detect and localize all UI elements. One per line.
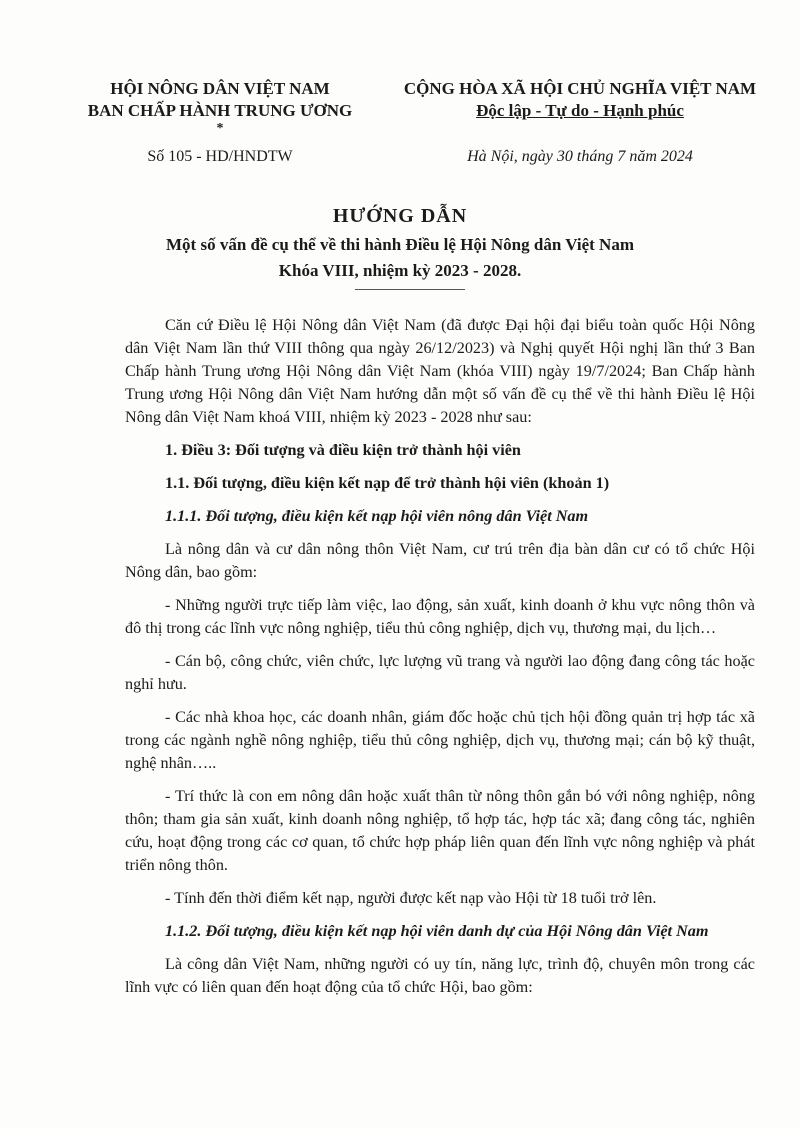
national-motto: Độc lập - Tự do - Hạnh phúc <box>476 101 684 120</box>
paragraph: Là công dân Việt Nam, những người có uy tín, năng lực, trình độ, chuyên môn trong các lĩnh vực có liên quan đến hoạt động của tổ chức Hội, bao gồm: <box>125 955 755 996</box>
document-body <box>125 314 755 1009</box>
place-and-date: Hà Nội, ngày 30 tháng 7 năm 2024 <box>467 148 693 165</box>
org-name: HỘI NÔNG DÂN VIỆT NAM <box>110 79 330 98</box>
issuing-organization <box>70 78 370 136</box>
org-committee: BAN CHẤP HÀNH TRUNG ƯƠNG <box>87 101 353 120</box>
list-item: - Tính đến thời điểm kết nạp, người được kết nạp vào Hội từ 18 tuổi trở lên. <box>165 889 657 907</box>
list-item: - Cán bộ, công chức, viên chức, lực lượng vũ trang và người lao động đang công tác hoặc nghỉ hưu. <box>125 652 755 693</box>
section-heading: 1. Điều 3: Đối tượng và điều kiện trở thành hội viên <box>165 441 521 459</box>
list-item: - Những người trực tiếp làm việc, lao động, sản xuất, kinh doanh ở khu vực nông thôn và đô thị trong các lĩnh vực nông nghiệp, tiểu thủ công nghiệp, dịch vụ, thương mại, du lịch… <box>125 596 755 637</box>
republic-name: CỘNG HÒA XÃ HỘI CHỦ NGHĨA VIỆT NAM <box>403 79 757 98</box>
intro-paragraph: Căn cứ Điều lệ Hội Nông dân Việt Nam (đã được Đại hội đại biểu toàn quốc Hội Nông dân Việt Nam lần thứ VIII thông qua ngày 26/12/2023) và Nghị quyết Hội nghị lần thứ 3 Ban Chấp hành Trung ương Hội Nông dân Việt Nam (khóa VIII) ngày 19/7/2024; Ban Chấp hành Trung ương Hội Nông dân Việt Nam hướng dẫn một số vấn đề cụ thể về thi hành Điều lệ Hội Nông dân Việt Nam khoá VIII, nhiệm kỳ 2023 - 2028 như sau: <box>125 316 755 426</box>
national-title <box>378 78 782 122</box>
list-item: - Trí thức là con em nông dân hoặc xuất thân từ nông thôn gắn bó với nông nghiệp, nông thôn; tham gia sản xuất, kinh doanh nông nghiệp, tổ hợp tác, hợp tác xã; đang công tác, nghiên cứu, hoạt động trong các cơ quan, tổ chức hợp pháp liên quan đến lĩnh vực nông nghiệp và phát triển nông thôn. <box>125 787 755 874</box>
subtitle-line-1: Một số vấn đề cụ thể về thi hành Điều lệ Hội Nông dân Việt Nam <box>166 235 634 254</box>
subsubsection-heading: 1.1.1. Đối tượng, điều kiện kết nạp hội viên nông dân Việt Nam <box>165 507 589 525</box>
document-title: HƯỚNG DẪN <box>332 205 468 227</box>
paragraph: Là nông dân và cư dân nông thôn Việt Nam, cư trú trên địa bàn dân cư có tổ chức Hội Nông dân, bao gồm: <box>125 540 755 581</box>
document-subtitle <box>0 232 800 284</box>
subsection-heading: 1.1. Đối tượng, điều kiện kết nạp để trở thành hội viên (khoản 1) <box>165 474 610 492</box>
list-item: - Các nhà khoa học, các doanh nhân, giám đốc hoặc chủ tịch hội đồng quản trị hợp tác xã trong các ngành nghề nông nghiệp, tiểu thủ công nghiệp, dịch vụ, thương mại; cán bộ kỹ thuật, nghệ nhân….. <box>125 708 755 772</box>
subtitle-line-2: Khóa VIII, nhiệm kỳ 2023 - 2028. <box>278 261 522 280</box>
org-star-mark: * <box>216 121 224 136</box>
subsubsection-heading: 1.1.2. Đối tượng, điều kiện kết nạp hội viên danh dự của Hội Nông dân Việt Nam <box>165 922 709 940</box>
document-number: Số 105 - HD/HNDTW <box>147 148 293 165</box>
title-divider <box>355 289 465 290</box>
